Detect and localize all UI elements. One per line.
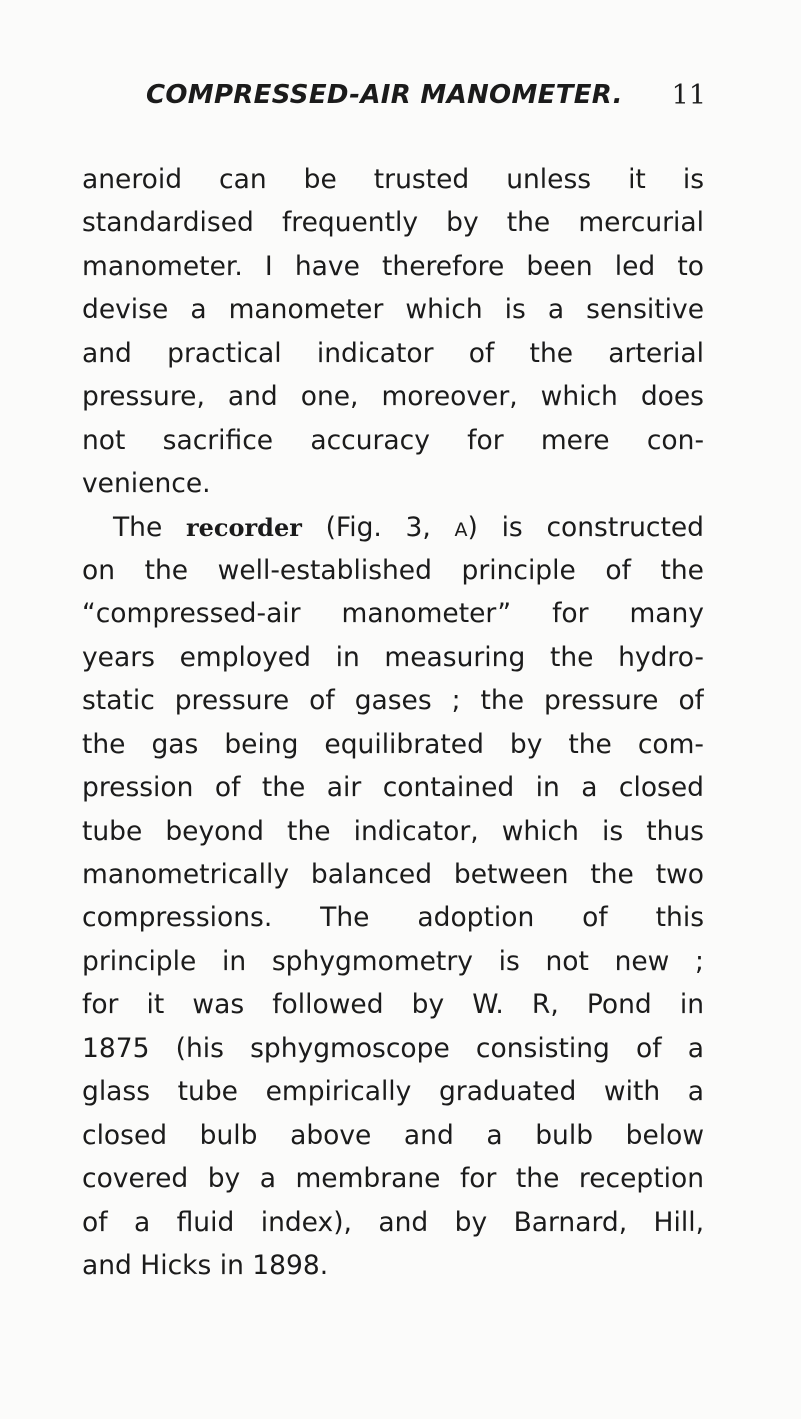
text-line: standardised frequently by the mercurial — [82, 207, 704, 239]
text-line: 1875 (his sphygmoscope consisting of a — [82, 1032, 704, 1064]
text-line: the gas being equilibrated by the com- — [82, 728, 704, 760]
running-title: COMPRESSED-AIR MANOMETER. — [146, 80, 623, 110]
text-line: years employed in measuring the hydro- — [82, 641, 704, 673]
text-line: not sacrifice accuracy for mere con- — [82, 424, 704, 456]
text-line: on the well-established principle of the — [82, 554, 704, 586]
text-line: of a fluid index), and by Barnard, Hill, — [82, 1206, 704, 1238]
text-line: pressure, and one, moreover, which does — [82, 381, 704, 413]
text-line: tube beyond the indicator, which is thus — [82, 815, 704, 847]
body-text — [82, 158, 704, 1287]
recorder-suffix: ) is constructed — [467, 511, 704, 543]
text-line: “compressed-air manometer” for many — [82, 598, 704, 630]
paragraph-start-line — [82, 506, 704, 549]
running-head — [146, 80, 706, 124]
text-line: covered by a membrane for the reception — [82, 1163, 704, 1195]
text-line: pression of the air contained in a closed — [82, 772, 704, 804]
text-line: for it was followed by W. R, Pond in — [82, 989, 704, 1021]
text-line: and practical indicator of the arterial — [82, 337, 704, 369]
text-line: principle in sphygmometry is not new ; — [82, 945, 704, 977]
text-line: closed bulb above and a bulb below — [82, 1119, 704, 1151]
page-number: 11 — [671, 80, 706, 111]
text-line: and Hicks in 1898. — [82, 1249, 329, 1281]
recorder-prefix: The — [113, 511, 186, 543]
text-line: manometrically balanced between the two — [82, 859, 704, 890]
text-line: glass tube empirically graduated with a — [82, 1076, 704, 1108]
text-line: devise a manometer which is a sensitive — [82, 294, 704, 326]
fig-ref-open: (Fig. 3, — [301, 511, 455, 543]
text-line: compressions. The adoption of this — [82, 902, 704, 934]
text-line: manometer. I have therefore been led to — [82, 250, 704, 282]
text-line: static pressure of gases ; the pressure of — [82, 685, 704, 717]
recorder-term: recorder — [186, 512, 302, 542]
text-line: aneroid can be trusted unless it is — [82, 164, 704, 195]
fig-ref-letter: a — [454, 511, 468, 543]
text-line: venience. — [82, 468, 211, 500]
